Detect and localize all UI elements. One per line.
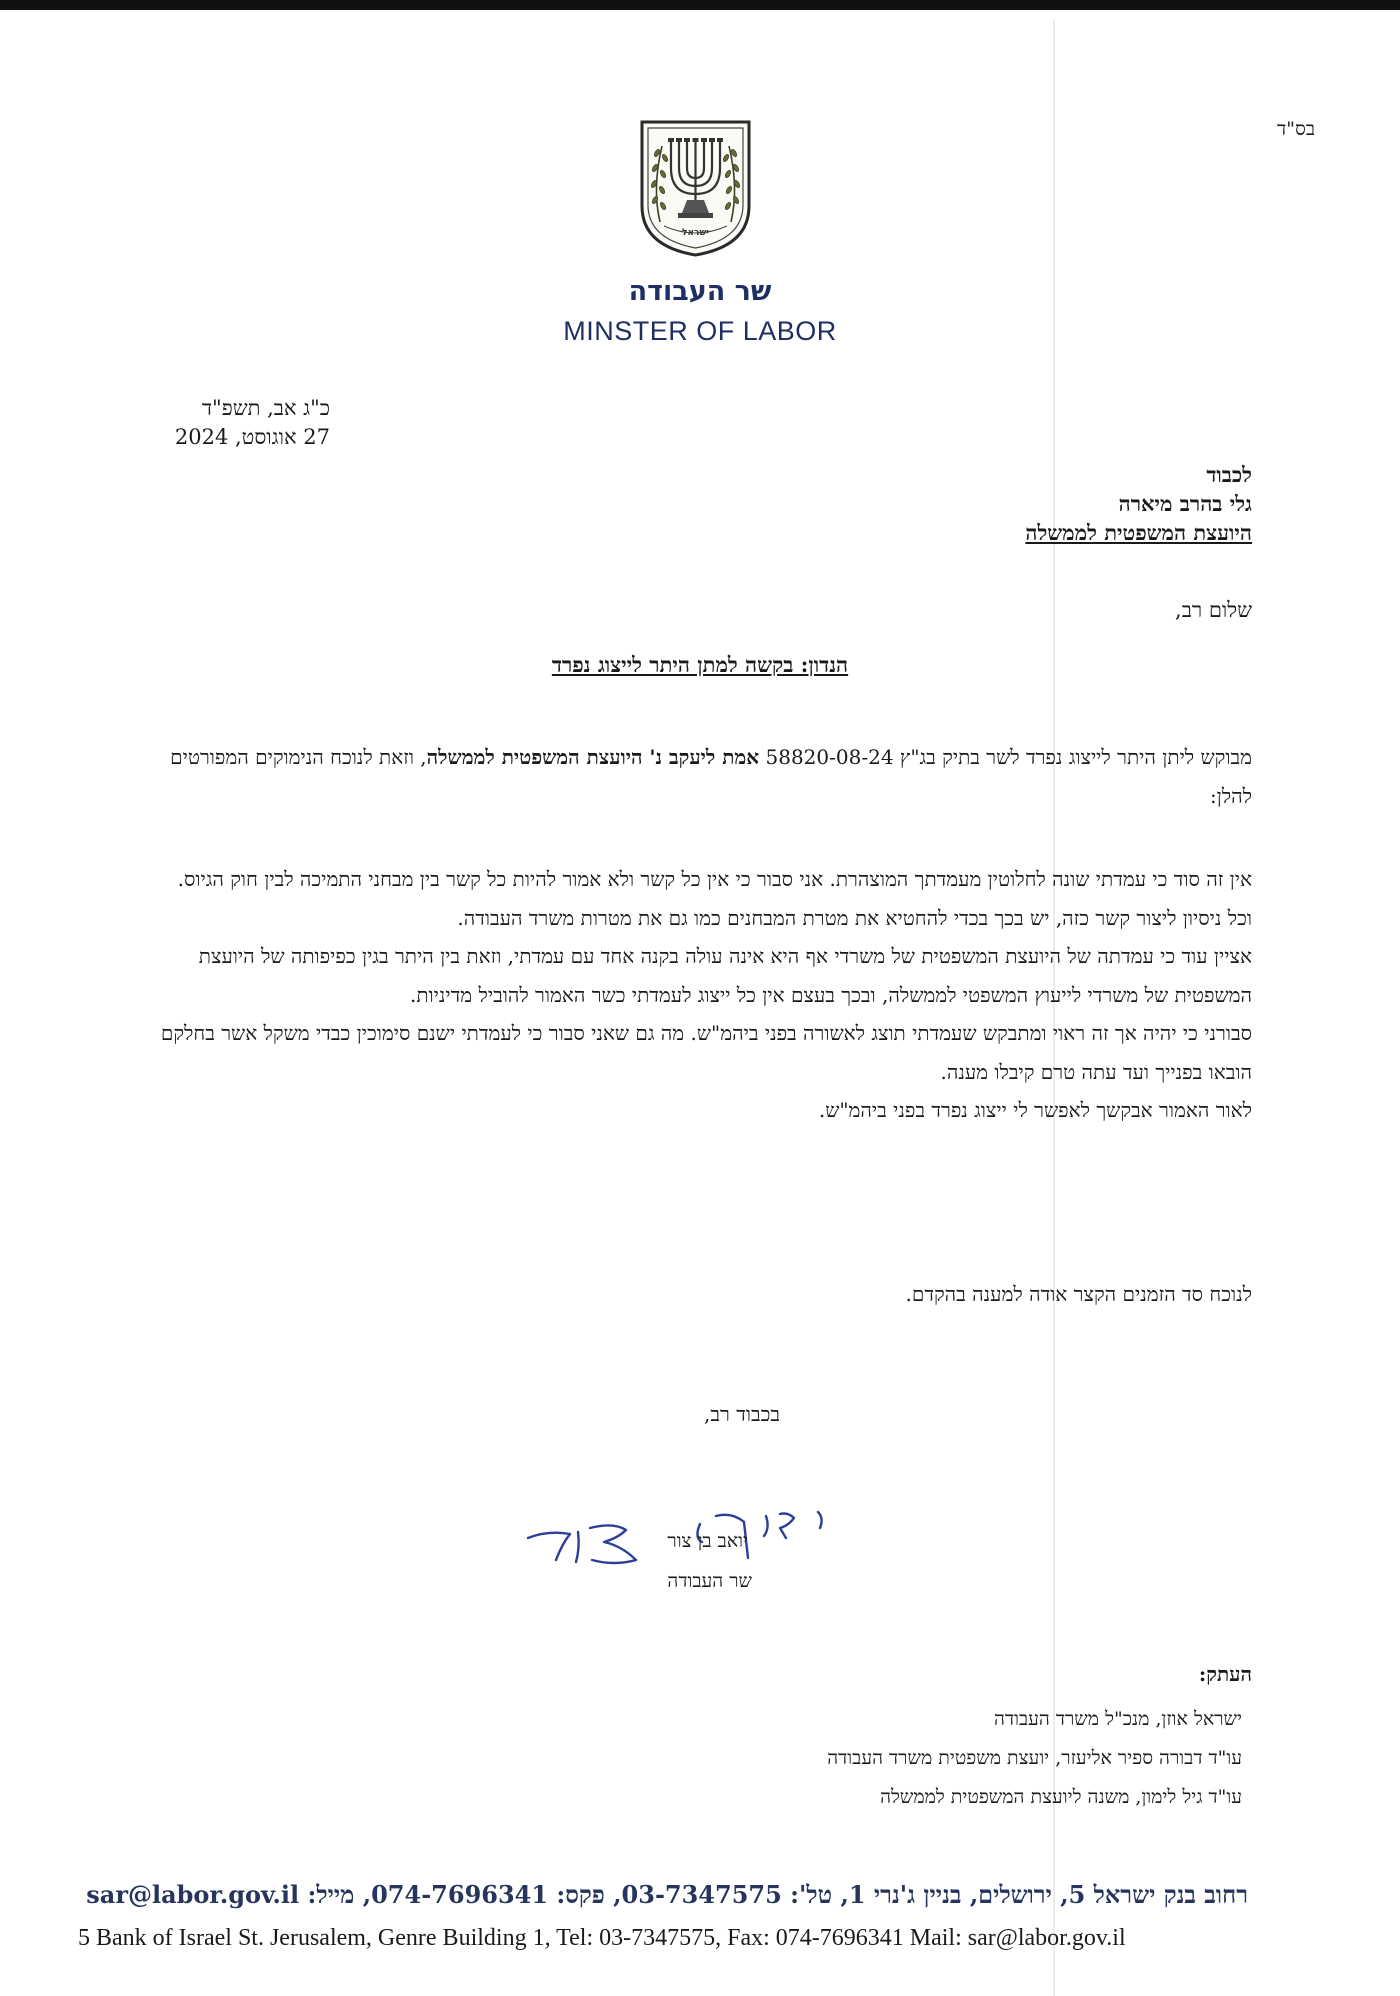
request-lead: מבוקש ליתן היתר לייצוג נפרד לשר בתיק בג"ץ 58820-08-24	[759, 745, 1252, 769]
body-paragraph-court: סבורני כי יהיה אך זה ראוי ומתבקש שעמדתי תוצג לאשורה בפני ביהמ"ש. מה גם שאני סבור כי לעמדתי ישנם סימוכין כבדי משקל אשר בחלקם הובאו בפנייך ועד עתה טרם קיבלו מענה.	[160, 1021, 1252, 1084]
addressee-name: גלי בהרב מיארה	[1118, 491, 1252, 516]
body-paragraph-position: אין זה סוד כי עמדתי שונה לחלוטין מעמדתך המוצהרת. אני סבור כי אין כל קשר ולא אמור להיות כל קשר בין מבחני התמיכה לבין חוק הגיוס. וכל ניסיון ליצור קשר כזה, יש בכך בכדי להחטיא את מטרת המבחנים כמו גם את מטרות משרד העבודה.	[177, 867, 1252, 930]
regards: בכבוד רב,	[704, 1402, 780, 1426]
addressee-block	[1025, 460, 1252, 547]
signer-title: שר העבודה	[667, 1570, 752, 1592]
cc-heading: העתק:	[1198, 1662, 1252, 1686]
body-paragraph-request	[148, 738, 1252, 815]
request-rest: , וזאת לנוכח הנימוקים המפורטים להלן:	[170, 745, 1252, 808]
cc-item: עו"ד גיל לימון, משנה ליועצת המשפטית לממשלה	[880, 1786, 1242, 1808]
state-emblem-icon	[638, 118, 753, 258]
date-hebrew: כ"ג אב, תשפ"ד	[201, 396, 330, 420]
footer-address-english: 5 Bank of Israel St. Jerusalem, Genre Building 1, Tel: 03-7347575, Fax: 074-7696341 Mail: sar@labor.gov.il	[78, 1925, 1126, 1951]
body-arguments	[148, 860, 1252, 1130]
date-gregorian: 27 אוגוסט, 2024	[174, 425, 330, 449]
bsd-mark: בס"ד	[1277, 118, 1315, 140]
office-title-hebrew: שר העבודה	[628, 276, 772, 307]
subject-line: הנדון: בקשה למתן היתר לייצוג נפרד	[551, 652, 849, 677]
letter-date	[150, 394, 330, 452]
cc-item: עו"ד דבורה ספיר אליעזר, יועצת משפטית משרד העבודה	[827, 1747, 1242, 1769]
greeting: שלום רב,	[1175, 598, 1252, 622]
cc-item: ישראל אוזן, מנכ"ל משרד העבודה	[994, 1708, 1242, 1730]
addressee-honorific: לכבוד	[1206, 462, 1252, 487]
addressee-title: היועצת המשפטית לממשלה	[1025, 520, 1252, 545]
case-name: אמת ליעקב נ' היועצת המשפטית לממשלה	[426, 745, 760, 769]
footer-address-hebrew: רחוב בנק ישראל 5, ירושלים, בניין ג'נרי 1, טל': 03-7347575, פקס: 074-7696341, מייל: sar@labor.gov.il	[86, 1880, 1248, 1909]
signer-name: יואב בן צור	[667, 1530, 748, 1552]
svg-text:ישראל: ישראל	[682, 228, 709, 238]
closing-line: לנוכח סד הזמנים הקצר אודה למענה בהקדם.	[905, 1282, 1252, 1306]
body-paragraph-conclusion: לאור האמור אבקשך לאפשר לי ייצוג נפרד בפני ביהמ"ש.	[818, 1098, 1252, 1122]
body-paragraph-legal-advisor: אציין עוד כי עמדתה של היועצת המשפטית של משרדי אף היא אינה עולה בקנה אחד עם עמדתי, וזאת בין היתר בגין כפיפותה של היועצת המשפטית של משרדי לייעוץ המשפטי לממשלה, ובכך בעצם אין כל ייצוג לעמדתי כשר האמור להוביל מדיניות.	[198, 944, 1252, 1007]
office-title-english: MINSTER OF LABOR	[563, 316, 837, 346]
cc-list	[827, 1700, 1242, 1817]
scan-top-edge	[0, 0, 1400, 10]
